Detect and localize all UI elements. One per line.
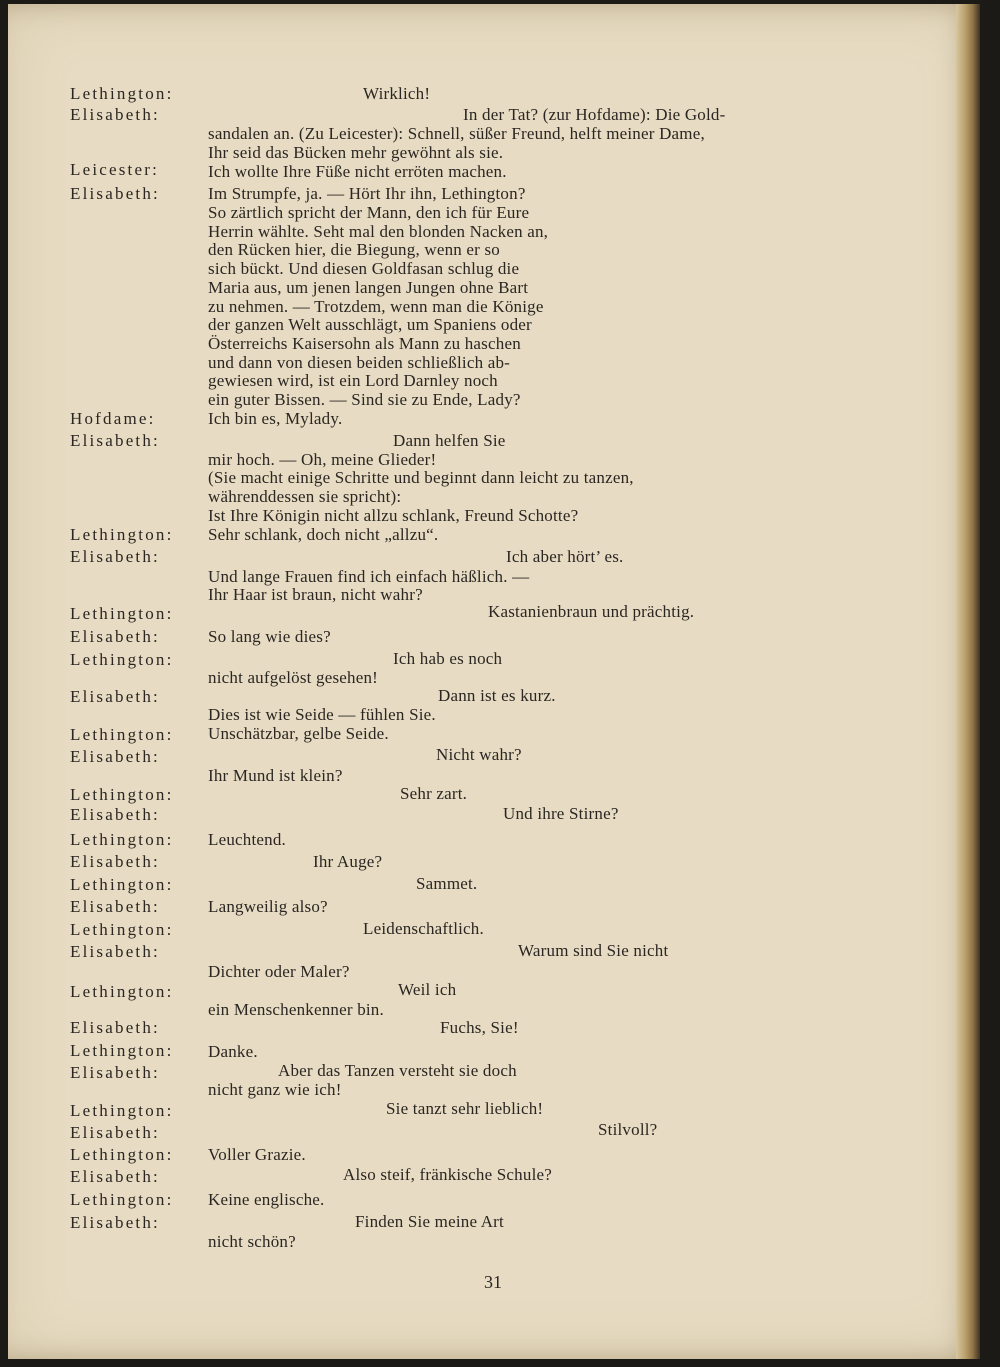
speaker-name: Elisabeth: [70,1063,160,1082]
speaker-name: Lethington: [70,982,174,1001]
dialogue-line: Ihr Mund ist klein? [208,766,343,785]
dialogue-line: Maria aus, um jenen langen Jungen ohne Bart [208,278,529,297]
dialogue-line: Und ihre Stirne? [503,804,619,823]
dialogue-line: Österreichs Kaisersohn als Mann zu haschen [208,334,521,353]
speaker-name: Lethington: [70,1041,174,1060]
dialogue-line: den Rücken hier, die Biegung, wenn er so [208,240,500,259]
speaker-name: Lethington: [70,1190,174,1209]
speaker-name: Elisabeth: [70,547,160,566]
dialogue-line: So zärtlich spricht der Mann, den ich für Eure [208,203,530,222]
dialogue-line: Kastanienbraun und prächtig. [488,602,695,621]
speaker-name: Elisabeth: [70,942,160,961]
dialogue-line: Wirklich! [363,84,431,103]
speaker-name: Elisabeth: [70,687,160,706]
dialogue-line: Ich hab es noch [393,649,503,668]
speaker-name: Elisabeth: [70,105,160,124]
page-number: 31 [484,1272,502,1292]
speaker-name: Elisabeth: [70,1018,160,1037]
dialogue-line: Im Strumpfe, ja. — Hört Ihr ihn, Lethington? [208,184,526,203]
speaker-name: Lethington: [70,1101,174,1120]
dialogue-line: nicht schön? [208,1232,296,1251]
dialogue-line: Dann helfen Sie [393,431,506,450]
speaker-name: Leicester: [70,160,160,179]
dialogue-line: Langweilig also? [208,897,328,916]
dialogue-line: In der Tat? (zur Hofdame): Die Gold- [463,105,726,124]
dialogue-line: nicht ganz wie ich! [208,1080,342,1099]
speaker-name: Elisabeth: [70,1123,160,1142]
dialogue-line: Und lange Frauen find ich einfach häßlich. — [208,567,530,586]
dialogue-line: Keine englische. [208,1190,325,1209]
dialogue-line: der ganzen Welt ausschlägt, um Spaniens oder [208,315,532,334]
speaker-name: Lethington: [70,84,174,103]
speaker-name: Elisabeth: [70,897,160,916]
speaker-name: Lethington: [70,604,174,623]
speaker-name: Elisabeth: [70,1167,160,1186]
dialogue-line: Sehr schlank, doch nicht „allzu“. [208,525,439,544]
dialogue-line: Sehr zart. [400,784,468,803]
book-page [8,4,980,1359]
dialogue-line: Unschätzbar, gelbe Seide. [208,724,389,743]
speaker-name: Lethington: [70,920,174,939]
dialogue-line: Herrin wählte. Seht mal den blonden Nacken an, [208,222,549,241]
dialogue-line: Ich bin es, Mylady. [208,409,343,428]
speaker-name: Lethington: [70,525,174,544]
dialogue-line: ein Menschenkenner bin. [208,1000,384,1019]
dialogue-line: Aber das Tanzen versteht sie doch [278,1061,517,1080]
dialogue-line: (Sie macht einige Schritte und beginnt dann leicht zu tanzen, [208,468,634,487]
dialogue-line: Leuchtend. [208,830,286,849]
speaker-name: Elisabeth: [70,1213,160,1232]
dialogue-line: Nicht wahr? [436,745,522,764]
speaker-name: Hofdame: [70,409,156,428]
speaker-name: Elisabeth: [70,805,160,824]
dialogue-line: Stilvoll? [598,1120,658,1139]
dialogue-line: währenddessen sie spricht): [208,487,402,506]
dialogue-line: Voller Grazie. [208,1145,306,1164]
speaker-name: Lethington: [70,650,174,669]
page-edge [956,4,980,1359]
dialogue-line: Ich aber hört’ es. [506,547,624,566]
dialogue-line: nicht aufgelöst gesehen! [208,668,379,687]
dialogue-line: Fuchs, Sie! [440,1018,519,1037]
dialogue-line: Also steif, fränkische Schule? [343,1165,552,1184]
dialogue-line: Ist Ihre Königin nicht allzu schlank, Freund Schotte? [208,506,579,525]
dialogue-line: Finden Sie meine Art [355,1212,504,1231]
dialogue-line: Sie tanzt sehr lieblich! [386,1099,544,1118]
speaker-name: Lethington: [70,785,174,804]
speaker-name: Lethington: [70,1145,174,1164]
dialogue-line: zu nehmen. — Trotzdem, wenn man die Könige [208,297,544,316]
dialogue-line: Sammet. [416,874,478,893]
speaker-name: Lethington: [70,830,174,849]
dialogue-line: So lang wie dies? [208,627,331,646]
dialogue-line: ein guter Bissen. — Sind sie zu Ende, Lady? [208,390,521,409]
dialogue-line: Dichter oder Maler? [208,962,350,981]
dialogue-line: Warum sind Sie nicht [518,941,669,960]
dialogue-line: Ich wollte Ihre Füße nicht erröten machen. [208,162,507,181]
speaker-name: Elisabeth: [70,184,160,203]
dialogue-line: Ihr seid das Bücken mehr gewöhnt als sie. [208,143,504,162]
dialogue-line: und dann von diesen beiden schließlich ab- [208,353,511,372]
speaker-name: Elisabeth: [70,747,160,766]
dialogue-line: sandalen an. (Zu Leicester): Schnell, süßer Freund, helft meiner Dame, [208,124,705,143]
dialogue-line: Dies ist wie Seide — fühlen Sie. [208,705,436,724]
speaker-name: Elisabeth: [70,852,160,871]
dialogue-line: Leidenschaftlich. [363,919,484,938]
speaker-name: Elisabeth: [70,431,160,450]
dialogue-line: Danke. [208,1042,258,1061]
dialogue-line: Ihr Haar ist braun, nicht wahr? [208,585,423,604]
speaker-name: Elisabeth: [70,627,160,646]
dialogue-line: gewiesen wird, ist ein Lord Darnley noch [208,371,498,390]
dialogue-line: sich bückt. Und diesen Goldfasan schlug die [208,259,520,278]
dialogue-line: Ihr Auge? [313,852,383,871]
dialogue-line: mir hoch. — Oh, meine Glieder! [208,450,437,469]
dialogue-line: Weil ich [398,980,457,999]
speaker-name: Lethington: [70,875,174,894]
speaker-name: Lethington: [70,725,174,744]
dialogue-line: Dann ist es kurz. [438,686,556,705]
